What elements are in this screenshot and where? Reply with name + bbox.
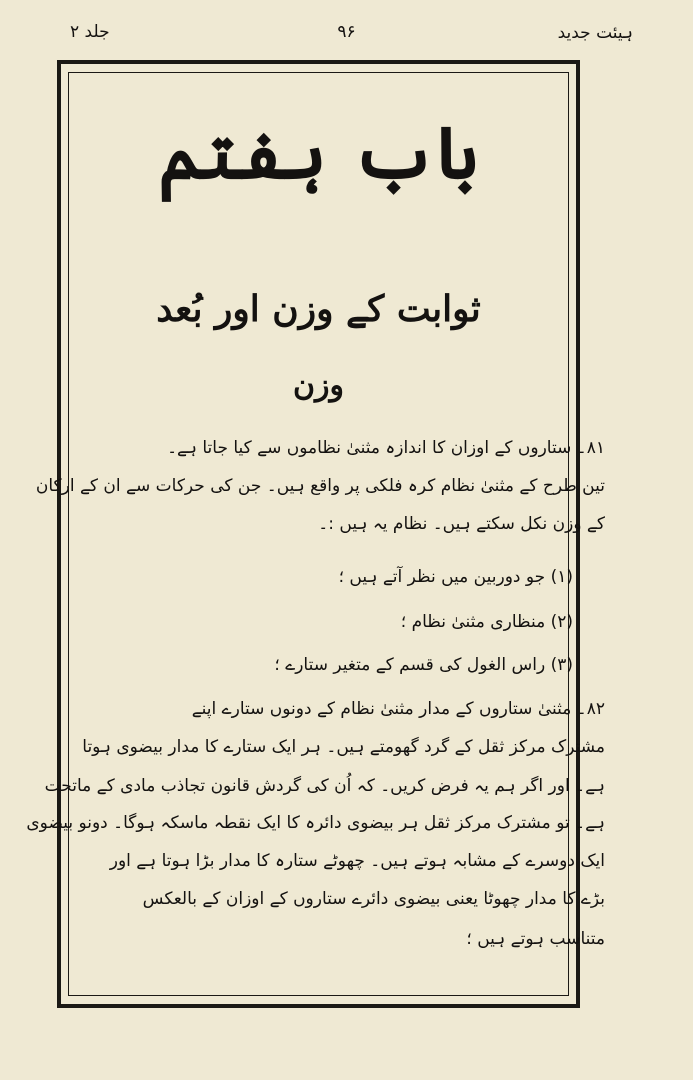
body-line: متناسب ہوتے ہیں ؛ <box>466 929 605 949</box>
body-line: کے وزن نکل سکتے ہیں۔ نظام یہ ہیں :۔ <box>318 514 605 534</box>
body-line: ہے۔ اور اگر ہم یہ فرض کریں۔ کہ اُن کی گردش قانون تجاذب مادی کے ماتحت <box>44 776 605 796</box>
body-line: بڑے کا مدار چھوٹا یعنی بیضوی دائرے ستاروں کے اوزان کے بالعکس <box>142 889 605 909</box>
body-line: مشترک مرکز ثقل کے گرد گھومتے ہیں۔ ہر ایک ستارے کا مدار بیضوی ہوتا <box>82 737 605 757</box>
chapter-subtitle: ثوابت کے وزن اور بُعد <box>156 288 481 330</box>
body-line: ہے۔ تو مشترک مرکز ثقل ہر بیضوی دائرہ کا ایک نقطہ ماسکہ ہوگا۔ دونو بیضوی <box>26 813 605 833</box>
page-number: ۹۶ <box>337 22 356 42</box>
body-line: ۸۲۔ مثنیٰ ستاروں کے مدار مثنیٰ نظام کے دونوں ستارے اپنے <box>191 699 605 719</box>
section-heading: وزن <box>292 368 344 403</box>
list-item: (۲) منظاری مثنیٰ نظام ؛ <box>400 612 573 632</box>
chapter-title: باب ہفتم <box>158 110 479 195</box>
list-item: (۱) جو دوربین میں نظر آتے ہیں ؛ <box>338 567 573 587</box>
running-head <box>60 22 633 48</box>
body-line: ایک دوسرے کے مشابہ ہوتے ہیں۔ چھوٹے ستارہ کا مدار بڑا ہوتا ہے اور <box>109 851 605 871</box>
book-title: ہیئت جدید <box>557 23 633 43</box>
volume-label: جلد ۲ <box>70 22 110 42</box>
body-line: تین طرح کے مثنیٰ نظام کرہ فلکی پر واقع ہیں۔ جن کی حرکات سے ان کے ارکان <box>35 476 605 496</box>
list-item: (۳) راس الغول کی قسم کے متغیر ستارے ؛ <box>274 655 573 675</box>
body-line: ۸۱۔ ستاروں کے اوزان کا اندازہ مثنیٰ نظاموں سے کیا جاتا ہے۔ <box>167 438 605 458</box>
